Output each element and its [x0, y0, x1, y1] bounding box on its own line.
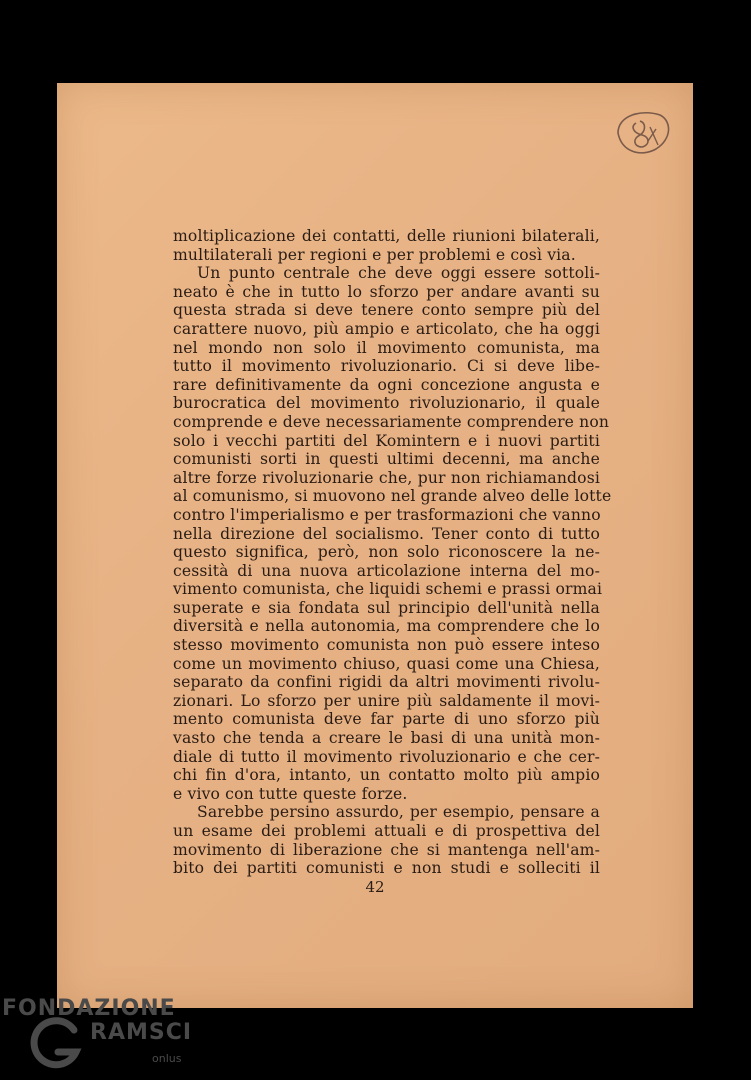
text-line: nella direzione del socialismo. Tener conto di tutto	[173, 524, 600, 543]
text-line: un esame dei problemi attuali e di prospettiva del	[173, 822, 600, 840]
text-line: separato da confini rigidi da altri movimenti rivolu-	[173, 673, 600, 692]
text-line: multilaterali per regioni e per problemi e così via.	[173, 245, 576, 264]
watermark-suffix: onlus	[152, 1052, 182, 1065]
text-line: tutto il movimento rivoluzionario. Ci si deve libe-	[173, 357, 600, 376]
text-line: nel mondo non solo il movimento comunista, ma	[173, 338, 600, 357]
text-line: comprende e deve necessariamente comprendere non	[173, 412, 610, 431]
fondazione-gramsci-watermark	[2, 996, 202, 1076]
text-line: moltiplicazione dei contatti, delle riunioni bilaterali,	[173, 227, 600, 245]
text-line: neato è che in tutto lo sforzo per andare avanti su	[173, 282, 600, 301]
text-line: altre forze rivoluzionarie che, pur non richiamandosi	[173, 468, 600, 487]
text-line: diale di tutto il movimento rivoluzionario e che cer-	[173, 747, 600, 766]
page-body-text	[173, 227, 612, 878]
text-line: chi fin d'ora, intanto, un contatto molto più ampio	[173, 766, 600, 785]
text-line: stesso movimento comunista non può essere inteso	[173, 636, 600, 655]
watermark-line2: RAMSCI	[90, 1020, 193, 1045]
text-line: comunisti sorti in questi ultimi decenni, ma anche	[173, 450, 600, 469]
pencil-annotation-icon	[612, 105, 674, 161]
text-line: e vivo con tutte queste forze.	[173, 784, 408, 803]
text-line: cessità di una nuova articolazione interna del mo-	[173, 561, 600, 580]
text-line: solo i vecchi partiti del Komintern e i nuovi partiti	[173, 431, 600, 450]
text-line: vimento comunista, che liquidi schemi e prassi ormai	[173, 580, 603, 599]
text-line: burocratica del movimento rivoluzionario, il quale	[173, 394, 600, 413]
text-line: diversità e nella autonomia, ma comprendere che lo	[173, 617, 600, 636]
text-line: Sarebbe persino assurdo, per esempio, pensare a	[197, 803, 600, 822]
text-line: come un movimento chiuso, quasi come una Chiesa,	[173, 654, 600, 673]
text-line: superate e sia fondata sul principio dell'unità nella	[173, 598, 600, 617]
text-line: questa strada si deve tenere conto sempre più del	[173, 301, 600, 320]
text-line: contro l'imperialismo e per trasformazioni che vanno	[173, 505, 601, 524]
text-line: bito dei partiti comunisti e non studi e solleciti il	[173, 859, 600, 878]
text-line: vasto che tenda a creare le basi di una unità mon-	[173, 729, 600, 748]
text-line: questo significa, però, non solo riconoscere la ne-	[173, 543, 600, 562]
text-line: carattere nuovo, più ampio e articolato, che ha oggi	[173, 319, 600, 338]
text-line: zionari. Lo sforzo per unire più saldamente il movi-	[173, 691, 600, 710]
text-line: rare definitivamente da ogni concezione angusta e	[173, 375, 600, 394]
text-line: movimento di liberazione che si mantenga nell'am-	[173, 840, 600, 859]
book-page	[57, 83, 693, 1008]
page-number: 42	[365, 878, 385, 896]
text-line: mento comunista deve far parte di uno sforzo più	[173, 710, 600, 729]
text-line: al comunismo, si muovono nel grande alveo delle lotte	[173, 487, 612, 506]
watermark-line1: FONDAZIONE	[2, 996, 176, 1021]
text-line: Un punto centrale che deve oggi essere sottoli-	[197, 264, 600, 283]
gramsci-g-logo-icon	[30, 1016, 86, 1072]
